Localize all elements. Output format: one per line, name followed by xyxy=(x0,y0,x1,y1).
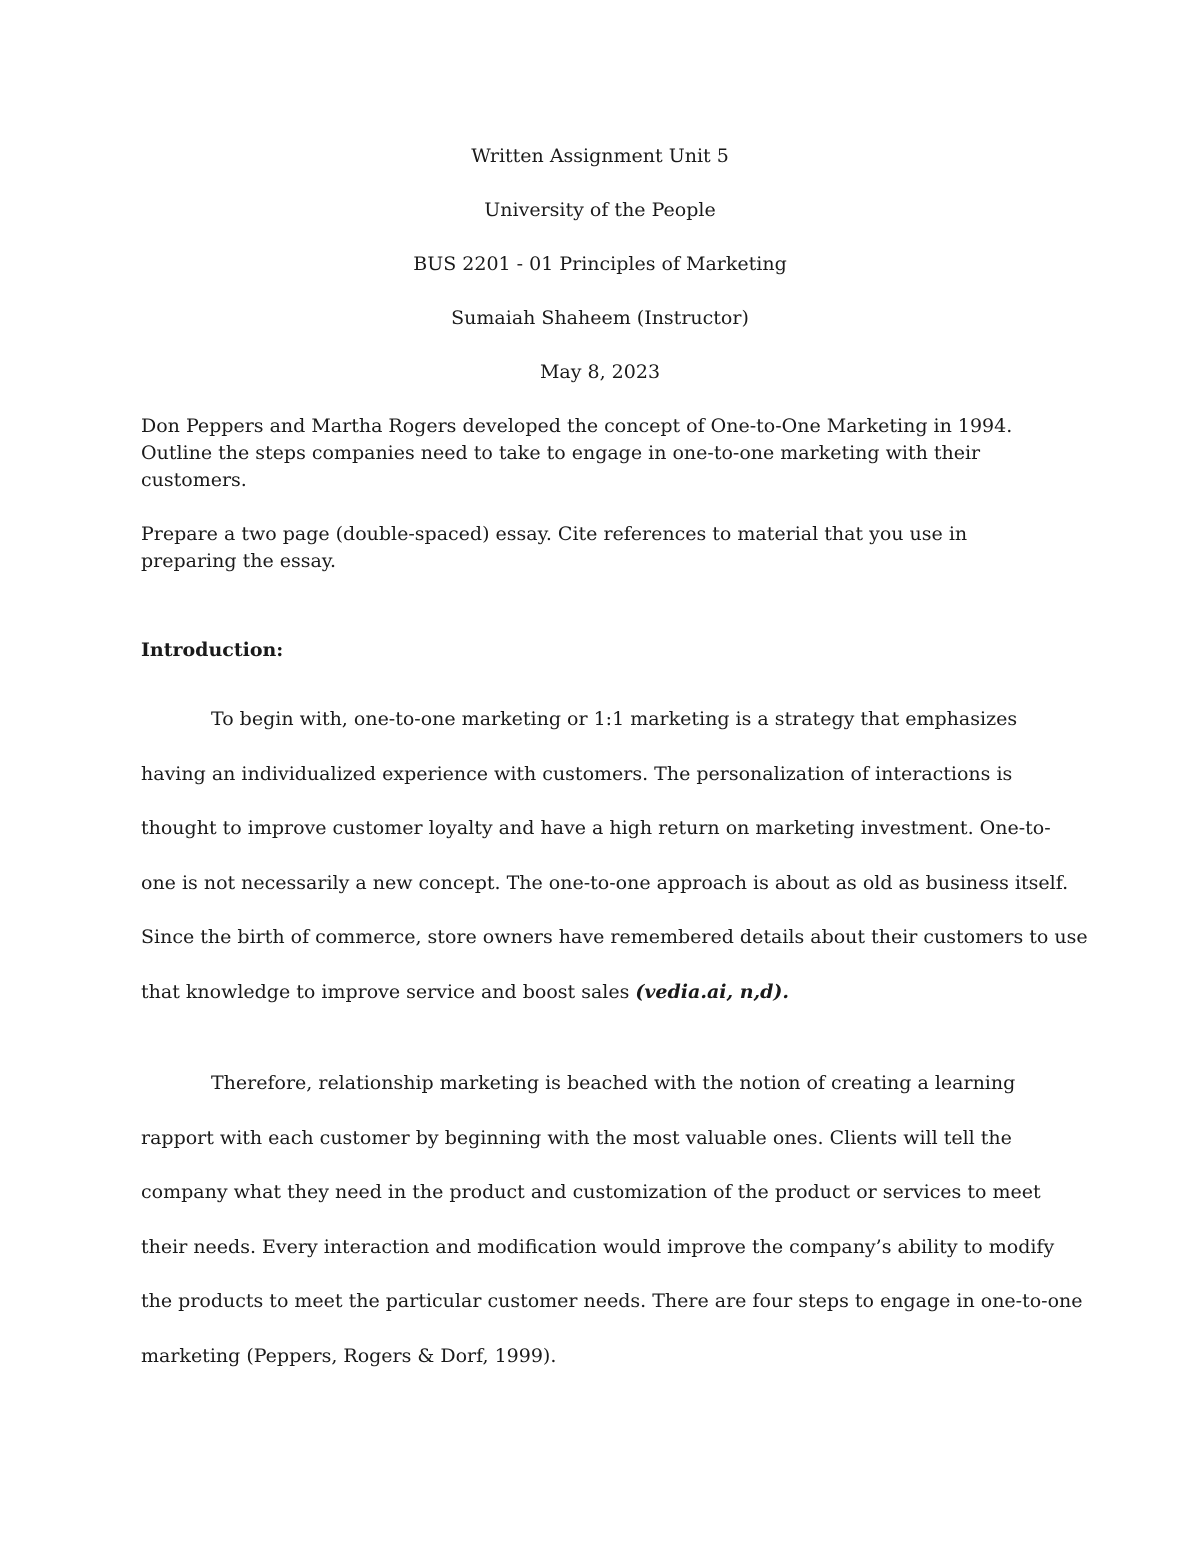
course-name: BUS 2201 - 01 Principles of Marketing xyxy=(413,253,787,275)
title-block xyxy=(0,141,1200,411)
essay-line: their needs. Every interaction and modification would improve the company’s ability to modify xyxy=(141,1235,1055,1258)
assignment-title: Written Assignment Unit 5 xyxy=(471,145,729,167)
instructor-name: Sumaiah Shaheem (Instructor) xyxy=(451,307,749,329)
inline-citation: (vedia.ai, n,d). xyxy=(635,980,790,1003)
institution-name: University of the People xyxy=(484,199,716,221)
essay-line xyxy=(141,977,1061,1032)
essay-line-text: that knowledge to improve service and boost sales xyxy=(141,980,636,1003)
essay-paragraph xyxy=(141,1068,1083,1395)
essay-line: company what they need in the product and customization of the product or services to meet xyxy=(141,1181,1041,1203)
essay-line: To begin with, one-to-one marketing or 1:1 marketing is a strategy that emphasizes xyxy=(211,708,1018,730)
essay-line: the products to meet the particular customer needs. There are four steps to engage in one-to-one xyxy=(141,1290,1083,1312)
assignment-date: May 8, 2023 xyxy=(539,361,661,383)
essay-paragraph xyxy=(141,704,1088,1031)
section-heading: Introduction: xyxy=(141,639,284,661)
essay-line: one is not necessarily a new concept. The one-to-one approach is about as old as business itself. xyxy=(141,871,1069,894)
essay-line: Therefore, relationship marketing is beached with the notion of creating a learning xyxy=(211,1072,1016,1094)
essay-line: Since the birth of commerce, store owners have remembered details about their customers to use xyxy=(141,926,1088,948)
essay-line: marketing (Peppers, Rogers & Dorf, 1999). xyxy=(141,1344,557,1367)
essay-line: having an individualized experience with customers. The personalization of interactions is xyxy=(141,762,1013,785)
prompt-instructions: Prepare a two page (double-spaced) essay. Cite references to material that you use in preparing the essay. xyxy=(141,523,968,572)
essay-line: rapport with each customer by beginning with the most valuable ones. Clients will tell the xyxy=(141,1126,1012,1149)
prompt-paragraph: Don Peppers and Martha Rogers developed the concept of One-to-One Marketing in 1994. Outline the steps companies need to take to engage in one-to-one marketing with their customers. xyxy=(141,415,1013,491)
essay-line: thought to improve customer loyalty and have a high return on marketing investment. One-to- xyxy=(141,817,1051,839)
